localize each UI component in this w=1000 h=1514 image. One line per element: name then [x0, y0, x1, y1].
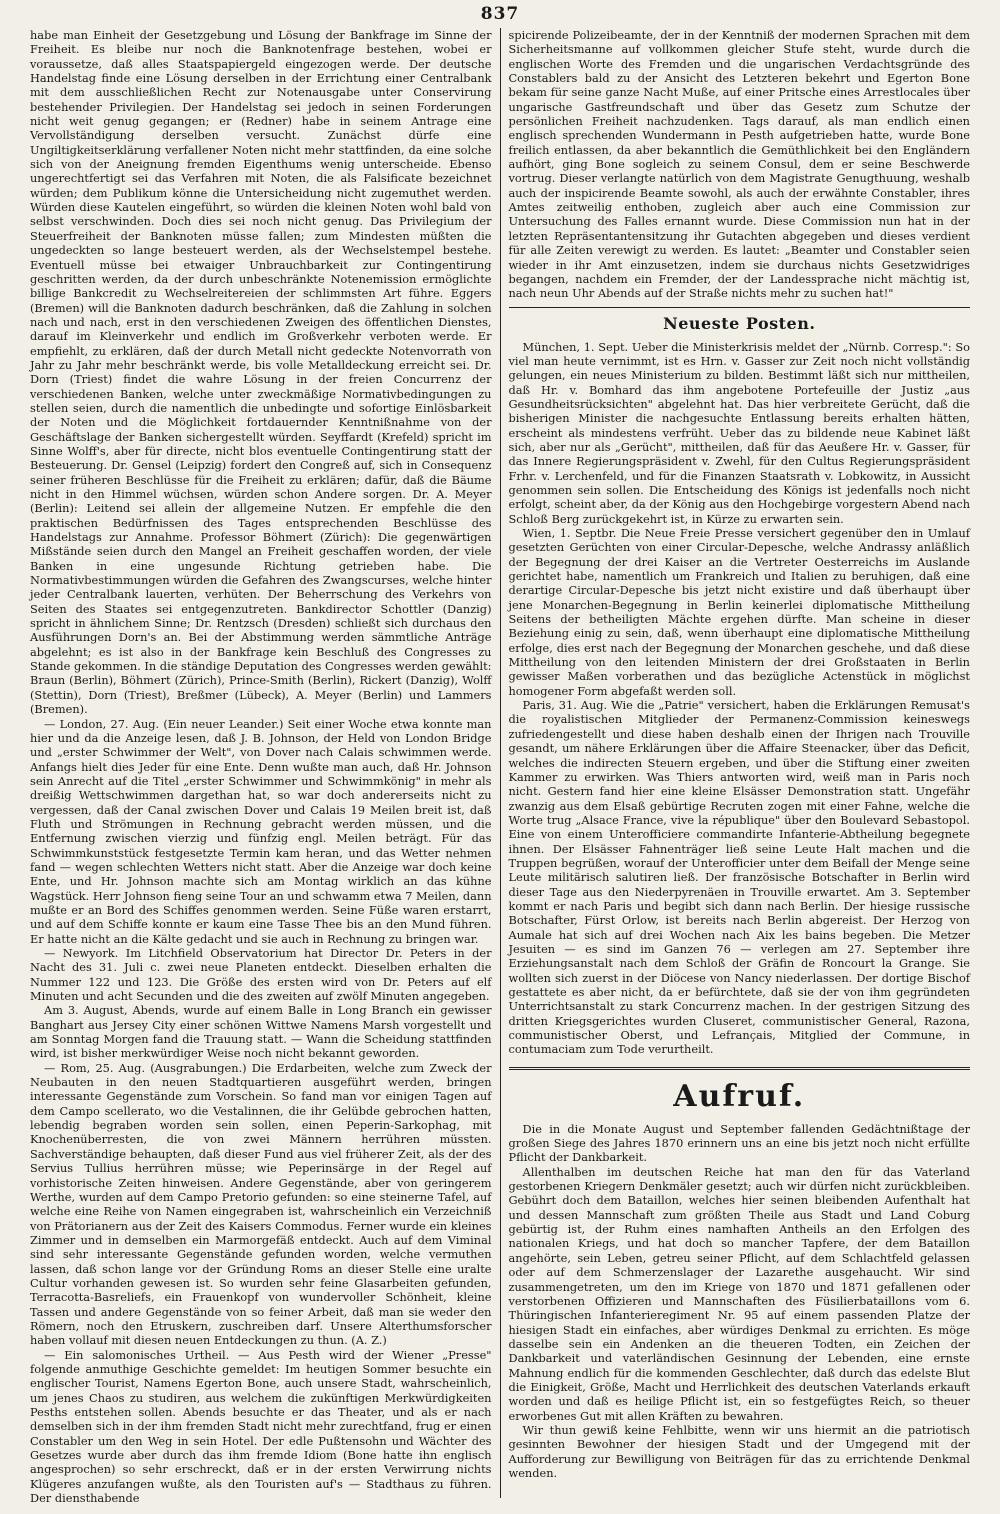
- left-column: [30, 28, 500, 1506]
- right-column: [501, 28, 971, 1498]
- left-paragraph: habe man Einheit der Gesetzgebung und Lösung der Bankfrage im Sinne der Freiheit. Es bleibe nur noch die Banknotenfrage bestehen, wobei er voraussetze, daß alles Staatspapiergeld eingezogen werde. Der deutsche Handelstag finde eine Lösung derselben in der Errichtung einer Centralbank mit dem ausschließlichen Recht zur Notenausgabe unter Conservirung bestehender Privilegien. Der Handelstag sei jedoch in seinen Forderungen nicht weit genug gegangen; er (Redner) habe in seinem Antrage eine Vervollständigung derselben versucht. Zunächst dürfe eine Ungiltigkeitserklärung verfallener Noten nicht mehr stattfinden, da eine solche sich von der Aneignung fremden Eigenthums wenig unterscheide. Ebenso ungerechtfertigt sei das Verfahren mit Noten, die als Falsificate bezeichnet würden; dem Publikum könne die Untersicheidung nicht zugemuthet werden. Würden diese Kautelen eingeführt, so würden die kleinen Noten wohl bald von selbst verschwinden. Doch dies sei noch nicht genug. Das Privilegium der Steuerfreiheit der Banknoten müsse fallen; zum Mindesten müßten die ungedeckten so lange besteuert werden, als der Wechselstempel bestehe. Eventuell müsse bei etwaiger Unbrauchbarkeit zur Contingentirung geschritten werden, da der durch unbeschränkte Notenemission ermöglichte billige Bankcredit zu Wechselreitereien der schlimmsten Art führe. Eggers (Bremen) will die Banknoten dadurch beschränken, daß die Zahlung in solchen nach und nach, erst in den verschiedenen Zweigen des öffentlichen Dienstes, darauf im Kleinverkehr und endlich im Großverkehr verboten werde. Er empfiehlt, zu erklären, daß der durch Metall nicht gedeckte Notenvorrath von Jahr zu Jahr mehr beschränkt werde, bis volle Metalldeckung erreicht sei. Dr. Dorn (Triest) findet die wahre Lösung in der freien Concurrenz der verschiedenen Banken, welche unter zweckmäßige Normativbedingungen zu stellen seien, durch die namentlich die unbedingte und sofortige Einlösbarkeit der Noten und die Möglichkeit fortdauernder Kenntnißnahme von der Geschäftslage der Banken sichergestellt würden. Seyffardt (Krefeld) spricht im Sinne Wolff's, aber für directe, nicht blos eventuelle Contingentirung statt der Besteuerung. Dr. Gensel (Leipzig) fordert den Congreß auf, sich in Consequenz seiner früheren Beschlüsse für die Freiheit zu erklären; dafür, daß die Bäume nicht in den Himmel wüchsen, würden schon Andere sorgen. Dr. A. Meyer (Berlin): Leitend sei allein der allgemeine Nutzen. Er empfehle die den praktischen Bedürfnissen des Tages entsprechenden Beschlüsse des Handelstags zur Annahme. Professor Böhmert (Zürich): Die gegenwärtigen Mißstände seien durch den Mangel an Freiheit geschaffen worden, der viele Banken in eine ungesunde Richtung getrieben habe. Die Normativbestimmungen würden die Gefahren des Zwangscurses, welche hinter jeder Centralbank lauerten, verhüten. Der Beherrschung des Verkehrs von Seiten des Staates sei entgegenzutreten. Bankdirector Schottler (Danzig) spricht in ähnlichem Sinne; Dr. Rentzsch (Dresden) schließt sich durchaus den Ausführungen Dorn's an. Bei der Abstimmung werden sämmtliche Anträge abgelehnt; es ist also in der Bankfrage kein Beschluß des Congresses zu Stande gekommen. In die ständige Deputation des Congresses werden gewählt: Braun (Berlin), Böhmert (Zürich), Prince-Smith (Berlin), Rickert (Danzig), Wolff (Stettin), Dorn (Triest), Breßmer (Lübeck), A. Meyer (Berlin) und Lammers (Bremen).: [30, 28, 492, 717]
- aufruf-title: Aufruf.: [673, 1078, 806, 1114]
- left-paragraph: — Newyork. Im Litchfield Observatorium hat Director Dr. Peters in der Nacht des 31. Juli c. zwei neue Planeten entdeckt. Dieselben erhalten die Nummer 122 und 123. Die Größe des ersten wird von Dr. Peters auf elf Minuten und acht Secunden und die des zweiten auf zwölf Minuten angegeben.: [30, 946, 492, 1004]
- columns: [30, 28, 970, 1506]
- news-paragraph: Paris, 31. Aug. Wie die „Patrie" versichert, haben die Erklärungen Remusat's die royalistischen Mitglieder der Permanenz-Commission keineswegs zufriedengestellt und diese haben deshalb einen der Ihrigen nach Trouville gesandt, um nähere Erklärungen über die Affaire Steenacker, über das Deficit, welches die indirecten Steuern ergeben, und über die Stiftung einer zweiten Kammer zu erwirken. Was Thiers antworten wird, weiß man in Paris noch nicht. Gestern fand hier eine kleine Elsässer Demonstration statt. Ungefähr zwanzig aus dem Elsaß gebürtige Recruten zogen mit einer Fahne, welche die Worte trug „Alsace France, vive la république" über den Boulevard Sebastopol. Eine von einem Unterofficiere commandirte Infanterie-Abtheilung begegnete ihnen. Der Elsässer Fahnenträger ließ seine Leute Halt machen und die Truppen begrüßen, worauf der Unterofficier unter dem Beifall der Menge seine Leute militärisch salutiren ließ. Der französische Botschafter in Berlin wird dieser Tage aus den Niederpyrenäen in Trouville erwartet. Am 3. September kommt er nach Paris und begibt sich dann nach Berlin. Der hiesige russische Botschafter, Fürst Orlow, ist bereits nach Berlin abgereist. Der Herzog von Aumale hat sich auf drei Wochen nach Aix les bains begeben. Die Metzer Jesuiten — es sind im Ganzen 76 — verlegen am 27. September ihre Erziehungsanstalt nach dem Schloß der Gräfin de Roncourt la Grange. Sie wollten sich zuerst in der Diöcese von Nancy niederlassen. Der dortige Bischof gestattete es aber nicht, da er befürchtete, daß sie der von ihm gegründeten Unterrichtsanstalt zu stark Concurrenz machen. In der gestrigen Sitzung des dritten Kriegsgerichtes wurden Cluseret, communistischer General, Razona, communistischer Oberst, und Lefrançais, Mitglied der Commune, in contumaciam zum Tode verurtheilt.: [508, 698, 970, 1057]
- left-paragraph: Am 3. August, Abends, wurde auf einem Balle in Long Branch ein gewisser Banghart aus Jersey City einer schönen Wittwe Namens Marsh vorgestellt und am Sonntag Morgen fand die Trauung statt. — Wann die Scheidung stattfinden wird, ist bisher merkwürdiger Weise noch nicht bekannt geworden.: [30, 1003, 492, 1061]
- left-paragraph: — Rom, 25. Aug. (Ausgrabungen.) Die Erdarbeiten, welche zum Zweck der Neubauten in den neuen Stadtquartieren ausgeführt werden, bringen interessante Gegenstände zum Vorschein. So fand man vor einigen Tagen auf dem Campo scellerato, wo die Vestalinnen, die ihr Gelübde gebrochen hatten, lebendig begraben worden sein sollen, einen Peperin-Sarkophag, mit Knochenüberresten, die von zwei Männern herrühren müssten. Sachverständige behaupten, daß dieser Fund aus viel früherer Zeit, als der des Servius Tullius herrühren müsse; wie Peperinsärge in der Regel auf vorhistorische Zeiten hinweisen. Andere Gegenstände, aber von geringerem Werthe, wurden auf dem Campo Pretorio gefunden: so eine steinerne Tafel, auf welche eine Reihe von Namen eingegraben ist, wahrscheinlich ein Verzeichniß von Prätorianern aus der Zeit des Kaisers Commodus. Ferner wurde ein kleines Zimmer und in demselben ein Marmorgefäß entdeckt. Auch auf dem Viminal sind sehr interessante Gegenstände gefunden worden, welche vermuthen lassen, daß schon lange vor der Gründung Roms an dieser Stelle eine uralte Cultur vorhanden gewesen ist. So wurden sehr feine Glasarbeiten gefunden, Terracotta-Basreliefs, ein Frauenkopf von wundervoller Schönheit, kleine Tassen und andere Gegenstände von so feiner Arbeit, daß man sie weder den Römern, noch den Etruskern, zuschreiben darf. Unsere Alterthumsforscher haben vollauf mit diesen neuen Entdeckungen zu thun. (A. Z.): [30, 1060, 492, 1348]
- section-divider: [509, 307, 971, 308]
- right-intro-paragraph: spicirende Polizeibeamte, der in der Kenntniß der modernen Sprachen mit dem Sicherheitsmanne auf vollkommen gleicher Stufe steht, wurde durch die englischen Worte des Fremden und die ungarischen Verdachtsgründe des Constablers bald zu der Ansicht des Letzteren bekehrt und Egerton Bone bekam für seine ganze Nacht Muße, auf einer Pritsche eines Arrestlocales über ungarische Gastfreundschaft und über das Gesetz zum Schutze der persönlichen Freiheit nachzudenken. Tags darauf, als man endlich einen englisch sprechenden Wundermann in Pesth aufgetrieben hatte, wurde Bone freilich entlassen, da aber bekanntlich die Gemüthlichkeit bei den Engländern aufhört, ging Bone sogleich zu seinem Consul, dem er seine Beschwerde vortrug. Dieser verlangte natürlich von dem Magistrate Genugthuung, weshalb auch der inspicirende Beamte sowohl, als auch der erwähnte Constabler, ihres Amtes zeitweilig enthoben, zugleich aber auch eine Commission zur Untersuchung des Falles ernannt wurde. Diese Commission nun hat in der letzten Repräsentantensitzung ihr Gutachten abgegeben und dieses verdient für alle Zeiten verewigt zu werden. Es lautet: „Beamter und Constabler seien wieder in ihr Amt einzusetzen, indem sie durchaus nichts Gesetzwidriges begangen, nachdem ein Fremder, der der Landessprache nicht mächtig ist, nach neun Uhr Abends auf der Straße nichts mehr zu suchen hat!": [508, 28, 970, 301]
- left-paragraph: — London, 27. Aug. (Ein neuer Leander.) Seit einer Woche etwa konnte man hier und da die Anzeige lesen, daß J. B. Johnson, der Held von London Bridge und „erster Schwimmer der Welt", von Dover nach Calais schwimmen werde. Anfangs hielt dies Jeder für eine Ente. Denn wußte man auch, daß Hr. Johnson sein Anrecht auf die Titel „erster Schwimmer und Schwimmkönig" in mehr als dreißig Wettschwimmen dargethan hat, so war doch andererseits nicht zu vergessen, daß der Canal zwischen Dover und Calais 19 Meilen breit ist, daß Fluth und Strömungen in Rechnung gebracht werden müssen, und die Entfernung zwischen vierzig und fünfzig engl. Meilen beträgt. Für das Schwimmkunststück festgesetzte Termin kam heran, und das Wetter nehmen fand — wegen schlechten Wetters nicht statt. Aber die Anzeige war doch keine Ente, und Hr. Johnson machte sich am Montag wirklich an das kühne Wagstück. Herr Johnson fieng seine Tour an und schwamm etwa 7 Meilen, dann mußte er an Bord des Schiffes genommen werden. Seine Füße waren erstarrt, und auf dem Schiffe konnte er kaum eine Tasse Thee bis an den Mund führen. Er hatte nicht an die Kälte gedacht und sie auch in Rechnung zu bringen war.: [30, 716, 492, 946]
- aufruf-paragraph: Die in die Monate August und September fallenden Gedächtnißtage der großen Siege des Jahres 1870 erinnern uns an eine bis jetzt noch nicht erfüllte Pflicht der Dankbarkeit.: [508, 1121, 970, 1165]
- section-heading: Neueste Posten.: [663, 313, 816, 333]
- page-number: 837: [480, 4, 520, 24]
- left-paragraph: — Ein salomonisches Urtheil. — Aus Pesth wird der Wiener „Presse" folgende anmuthige Geschichte gemeldet: Im heutigen Sommer besuchte ein englischer Tourist, Namens Egerton Bone, auch unsere Stadt, wahrscheinlich, um jenes Chaos zu studiren, aus welchem die zukünftigen Merkwürdigkeiten Pesths entstehen sollen. Abends besuchte er das Theater, und als er nach demselben sich in der ihm fremden Stadt nicht mehr zurechtfand, frug er einen Constabler um den Weg in sein Hotel. Der edle Pußtensohn und Wächter des Gesetzes wurde aber durch das ihm fremde Idiom (Bone hatte ihn englisch angesprochen) so sehr erschreckt, daß er in der ersten Verwirrung nichts Klügeres anzufangen wußte, als den Touristen auf's — Stadthaus zu führen. Der diensthabende: [30, 1347, 492, 1506]
- aufruf-divider: [509, 1067, 971, 1070]
- aufruf-paragraph: Allenthalben im deutschen Reiche hat man den für das Vaterland gestorbenen Kriegern Denkmäler gesetzt; auch wir dürfen nicht zurückbleiben. Gebührt doch dem Bataillon, welches hier seinen bleibenden Aufenthalt hat und dessen Mannschaft zum größten Theile aus Stadt und Land Coburg gebürtig ist, der Ruhm eines namhaften Antheils an den Erfolgen des nationalen Kriegs, und hat doch so mancher Tapfere, der dem Bataillon angehörte, sein Leben, getreu seiner Pflicht, auf dem Schlachtfeld gelassen oder auf dem Schmerzenslager der Lazarethe ausgehaucht. Wir sind zusammengetreten, um den im Kriege von 1870 und 1871 gefallenen oder verstorbenen Offizieren und Mannschaften des Füsilierbataillons vom 6. Thüringischen Infanterieregiment Nr. 95 auf einem passenden Platze der hiesigen Stadt ein einfaches, aber würdiges Denkmal zu errichten. Es möge dasselbe sein ein Andenken an die theueren Todten, ein Zeichen der Dankbarkeit und vaterländischen Gesinnung der Lebenden, eine ernste Mahnung endlich für die kommenden Geschlechter, daß durch das edelste Blut die Einigkeit, Größe, Macht und Herrlichkeit des deutschen Vaterlands erkauft worden und daß es heilige Pflicht ist, ein so festgefügtes Reich, so theuer erworbenes Gut mit allen Kräften zu bewahren.: [508, 1164, 970, 1423]
- aufruf-paragraph: Wir thun gewiß keine Fehlbitte, wenn wir uns hiermit an die patriotisch gesinnten Bewohner der hiesigen Stadt und der Umgegend mit der Aufforderung zur Bewilligung von Beiträgen für das zu errichtende Denkmal wenden.: [508, 1422, 970, 1480]
- news-paragraph: München, 1. Sept. Ueber die Ministerkrisis meldet der „Nürnb. Corresp.": So viel man heute vernimmt, ist es Hrn. v. Gasser zur Zeit noch nicht vollständig gelungen, ein neues Ministerium zu bilden. Bestimmt läßt sich nur mittheilen, daß Hr. v. Bomhard das ihm angebotene Portefeuille der Justiz „aus Gesundheitsrücksichten" abgelehnt hat. Das hier verbreitete Gerücht, daß die bisherigen Minister die nachgesuchte Entlassung bereits erhalten hätten, erscheint als mindestens verfrüht. Ueber das zu bildende neue Kabinet läßt sich, aber nur als „Gerücht", mittheilen, daß für das Aeußere Hr. v. Gasser, für das Innere Regierungspräsident v. Zwehl, für den Cultus Regierungspräsident Frhr. v. Lerchenfeld, und für die Finanzen Staatsrath v. Lobkowitz, in Aussicht genommen sein sollen. Die Entscheidung des Königs ist jedenfalls noch nicht erfolgt, scheint aber, da der König aus den Hochgebirge vorgestern Abend nach Schloß Berg zurückgekehrt ist, in Kürze zu erwarten sein.: [508, 339, 970, 526]
- news-paragraph: Wien, 1. Septbr. Die Neue Freie Presse versichert gegenüber den in Umlauf gesetzten Gerüchten von einer Circular-Depesche, welche Andrassy anläßlich der Begegnung der drei Kaiser an die Vertreter Oesterreichs im Auslande gerichtet habe, namentlich um Frankreich und Italien zu beruhigen, daß eine derartige Circular-Depesche bis jetzt nicht existire und daß überhaupt über jene Monarchen-Begegnung in Berlin keinerlei diplomatische Mittheilung Seitens der betheiligten Mächte ergehen dürfte. Man scheine in dieser Beziehung einig zu sein, daß, wenn überhaupt eine diplomatische Mittheilung erfolge, dies erst nach der Begegnung der Monarchen geschehe, und daß diese Mittheilung von den leitenden Ministern der drei Großstaaten in Berlin gewisser Maßen vorberathen und das bezügliche Actenstück in möglichst homogener Form abgefaßt werden soll.: [508, 526, 970, 698]
